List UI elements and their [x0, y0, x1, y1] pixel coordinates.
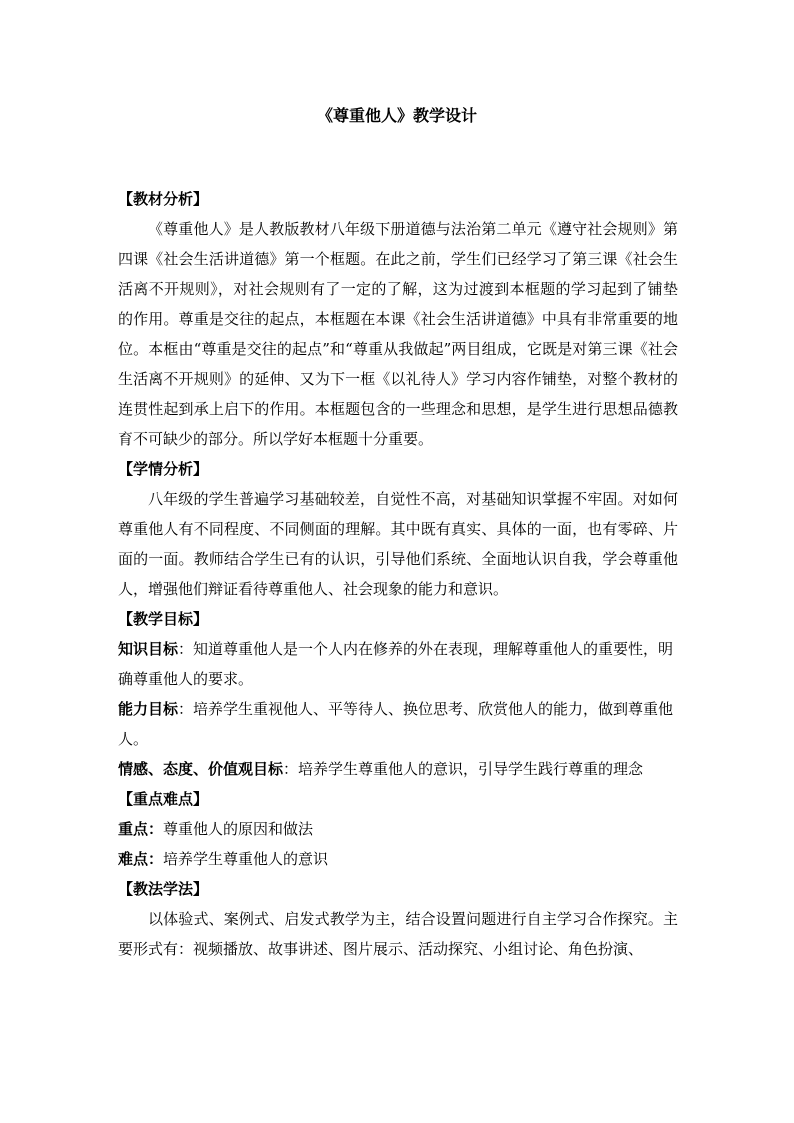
document-body [118, 184, 678, 964]
difficult-point-text: 培养学生尊重他人的意识 [163, 850, 329, 868]
ability-goal [118, 694, 678, 754]
section-heading-material: 【教材分析】 [118, 190, 209, 208]
key-point [118, 814, 678, 844]
section-heading-students: 【学情分析】 [118, 460, 209, 478]
knowledge-goal-text: ：知道尊重他人是一个人内在修养的外在表现，理解尊重他人的重要性，明确尊重他人的要求。 [118, 640, 674, 688]
difficult-point-label: 难点： [118, 850, 164, 868]
ability-goal-label: 能力目标 [118, 700, 179, 718]
key-point-text: 尊重他人的原因和做法 [163, 820, 314, 838]
students-paragraph: 八年级的学生普遍学习基础较差，自觉性不高，对基础知识掌握不牢固。对如何尊重他人有不同程度、不同侧面的理解。其中既有真实、具体的一面，也有零碎、片面的一面。教师结合学生已有的认识，引导他们系统、全面地认识自我，学会尊重他人，增强他们辩证看待尊重他人、社会现象的能力和意识。 [118, 490, 678, 598]
knowledge-goal-label: 知识目标 [118, 640, 179, 658]
emotion-goal [118, 754, 678, 784]
ability-goal-text: ：培养学生重视他人、平等待人、换位思考、欣赏他人的能力，做到尊重他人。 [118, 700, 674, 748]
methods-paragraph: 以体验式、案例式、启发式教学为主，结合设置问题进行自主学习合作探究。主要形式有：视频播放、故事讲述、图片展示、活动探究、小组讨论、角色扮演、 [118, 910, 678, 958]
document-title: 《尊重他人》教学设计 [316, 106, 477, 125]
section-heading-goals: 【教学目标】 [118, 610, 209, 628]
section-heading-keypoints: 【重点难点】 [118, 790, 209, 808]
key-point-label: 重点： [118, 820, 164, 838]
material-paragraph: 《尊重他人》是人教版教材八年级下册道德与法治第二单元《遵守社会规则》第四课《社会生活讲道德》第一个框题。在此之前，学生们已经学习了第三课《社会生活离不开规则》，对社会规则有了一定的了解，这为过渡到本框题的学习起到了铺垫的作用。尊重是交往的起点，本框题在本课《社会生活讲道德》中具有非常重要的地位。本框由“尊重是交往的起点”和“尊重从我做起”两目组成，它既是对第三课《社会生活离不开规则》的延伸、又为下一框《以礼待人》学习内容作铺垫，对整个教材的连贯性起到承上启下的作用。本框题包含的一些理念和思想，是学生进行思想品德教育不可缺少的部分。所以学好本框题十分重要。 [118, 220, 678, 448]
emotion-goal-text: ：培养学生尊重他人的意识，引导学生践行尊重的理念 [283, 760, 644, 778]
emotion-goal-label: 情感、态度、价值观目标 [118, 760, 284, 778]
difficult-point [118, 844, 678, 874]
knowledge-goal [118, 634, 678, 694]
section-heading-methods: 【教法学法】 [118, 880, 209, 898]
